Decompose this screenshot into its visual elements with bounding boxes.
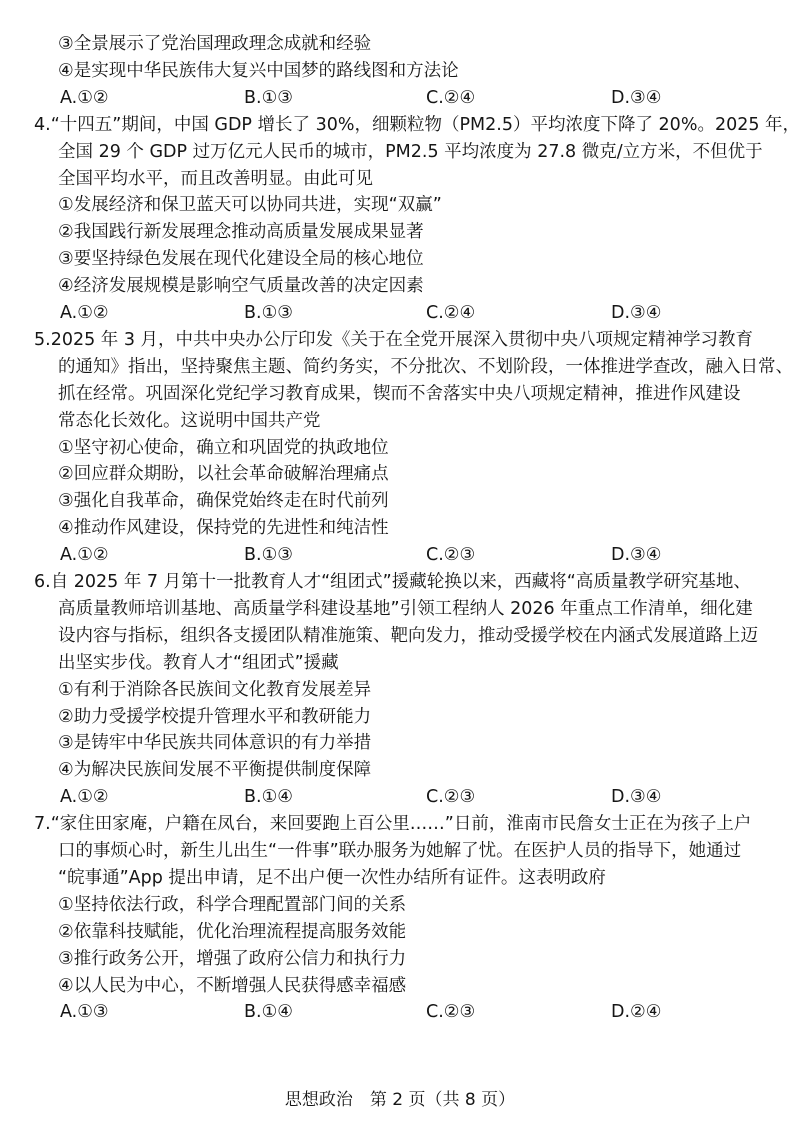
choice-d[interactable]: D.②④ <box>611 1002 662 1023</box>
choice-d[interactable]: D.③④ <box>611 303 662 323</box>
option-line: ③强化自我革命，确保党始终走在时代前列 <box>58 491 389 512</box>
option-line: ②回应群众期盼，以社会革命破解治理痛点 <box>58 464 389 485</box>
answer-choices <box>0 784 800 810</box>
question-stem: 4.“十四五”期间，中国 GDP 增长了 30%，细颗粒物（PM2.5）平均浓度下降了 20%。2025 年， <box>34 114 800 135</box>
choice-a[interactable]: A.①③ <box>60 1002 109 1023</box>
question-stem: 全国平均水平，而且改善明显。由此可见 <box>58 168 373 189</box>
choice-d[interactable]: D.③④ <box>611 545 662 566</box>
option-line: ③全景展示了党治国理政理念成就和经验 <box>58 34 372 54</box>
choice-b[interactable]: B.①④ <box>244 1002 293 1023</box>
option-line: ①有利于消除各民族间文化教育发展差异 <box>58 679 372 700</box>
choice-b[interactable]: B.①③ <box>244 303 293 323</box>
choice-c[interactable]: C.②④ <box>426 87 476 108</box>
question-stem: 5.2025 年 3 月，中共中央办公厅印发《关于在全党开展深入贯彻中央八项规定精神学习教育 <box>34 329 754 350</box>
choice-c[interactable]: C.②③ <box>426 1002 476 1023</box>
answer-choices <box>0 300 800 326</box>
question-stem: 的通知》指出，坚持聚焦主题、简约务实，不分批次、不划阶段，一体推进学查改，融入日常、 <box>58 356 793 377</box>
choice-b[interactable]: B.①③ <box>244 87 293 108</box>
choice-a[interactable]: A.①② <box>60 303 109 323</box>
question-stem: “皖事通”App 提出申请，足不出户便一次性办结所有证件。这表明政府 <box>58 867 606 888</box>
question-stem: 6.自 2025 年 7 月第十一批教育人才“组团式”援藏轮换以来，西藏将“高质量教学研究基地、 <box>34 572 751 592</box>
answer-choices <box>0 542 800 568</box>
question-stem: 口的事烦心时，新生儿出生“一件事”联办服务为她解了忧。在医护人员的指导下，她通过 <box>58 841 742 861</box>
option-line: ②助力受援学校提升管理水平和教研能力 <box>58 706 372 727</box>
choice-a[interactable]: A.①② <box>60 87 109 108</box>
option-line: ①发展经济和保卫蓝天可以协同共进，实现“双赢” <box>58 195 442 216</box>
question-stem: 7.“家住田家庵，户籍在凤台，来回要跑上百公里……”日前，淮南市民詹女士正在为孩子上户 <box>34 814 752 835</box>
question-stem: 高质量教师培训基地、高质量学科建设基地”引领工程纳人 2026 年重点工作清单，细化建 <box>58 598 753 619</box>
page-footer: 思想政治 第 2 页（共 8 页） <box>284 1090 516 1110</box>
option-line: ④为解决民族间发展不平衡提供制度保障 <box>58 760 372 781</box>
option-line: ④是实现中华民族伟大复兴中国梦的路线图和方法论 <box>58 60 459 81</box>
option-line: ③要坚持绿色发展在现代化建设全局的核心地位 <box>58 249 424 270</box>
option-line: ②依靠科技赋能，优化治理流程提高服务效能 <box>58 921 407 942</box>
choice-c[interactable]: C.②③ <box>426 545 476 566</box>
choice-b[interactable]: B.①④ <box>244 787 293 808</box>
choice-d[interactable]: D.③④ <box>611 87 662 108</box>
option-line: ④经济发展规模是影响空气质量改善的决定因素 <box>58 276 424 297</box>
choice-a[interactable]: A.①② <box>60 787 109 808</box>
option-line: ①坚持依法行政，科学合理配置部门间的关系 <box>58 894 407 915</box>
choice-b[interactable]: B.①③ <box>244 545 293 566</box>
option-line: ②我国践行新发展理念推动高质量发展成果显著 <box>58 222 424 243</box>
answer-choices <box>0 999 800 1025</box>
option-line: ③是铸牢中华民族共同体意识的有力举措 <box>58 733 372 754</box>
question-stem: 设内容与指标，组织各支援团队精准施策、靶向发力，推动受援学校在内涵式发展道路上迈 <box>58 625 758 646</box>
question-stem: 出坚实步伐。教育人才“组团式”援藏 <box>58 652 339 673</box>
option-line: ④以人民为中心，不断增强人民获得感幸福感 <box>58 975 407 996</box>
choice-c[interactable]: C.②④ <box>426 303 476 323</box>
choice-c[interactable]: C.②③ <box>426 787 476 808</box>
option-line: ④推动作风建设，保持党的先进性和纯洁性 <box>58 518 389 539</box>
option-line: ③推行政务公开，增强了政府公信力和执行力 <box>58 948 407 969</box>
choice-a[interactable]: A.①② <box>60 545 109 566</box>
question-stem: 抓在经常。巩固深化党纪学习教育成果，锲而不舍落实中央八项规定精神，推进作风建设 <box>58 383 741 404</box>
question-stem: 全国 29 个 GDP 过万亿元人民币的城市，PM2.5 平均浓度为 27.8 微克/立方米，不但优于 <box>58 141 763 162</box>
choice-d[interactable]: D.③④ <box>611 787 662 808</box>
answer-choices <box>0 85 800 111</box>
option-line: ①坚守初心使命，确立和巩固党的执政地位 <box>58 437 389 458</box>
question-stem: 常态化长效化。这说明中国共产党 <box>58 410 321 431</box>
